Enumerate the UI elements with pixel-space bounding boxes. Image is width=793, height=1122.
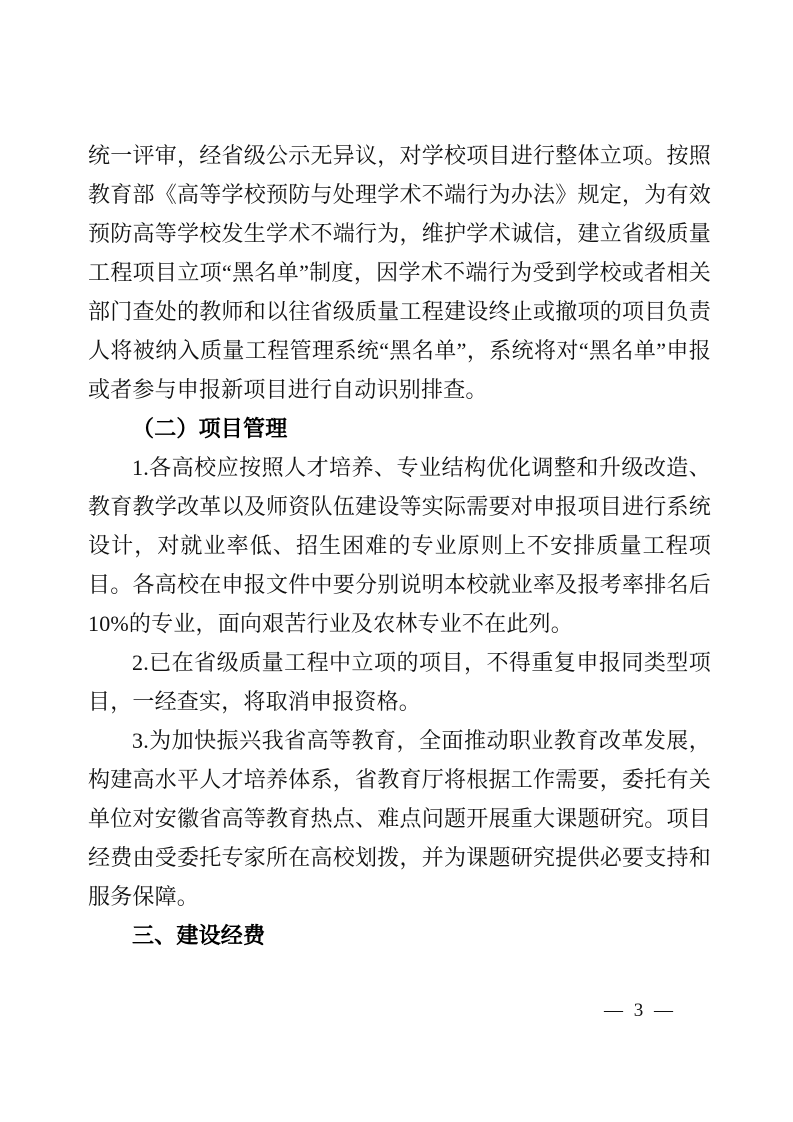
section-heading-project-management: （二）项目管理: [132, 416, 288, 441]
paragraph-item-1-project-design: 1.各高校应按照人才培养、专业结构优化调整和升级改造、教育教学改革以及师资队伍建设等实际需要对申报项目进行系统设计，对就业率低、招生困难的专业原则上不安排质量工程项目。各高校在申报文件中要分别说明本校就业率及报考率排名后 10%的专业，面向艰苦行业及农林专业不在此列。: [88, 455, 711, 636]
page-number: — 3 —: [604, 1000, 676, 1021]
paragraph-blacklist-policy: 统一评审，经省级公示无异议，对学校项目进行整体立项。按照教育部《高等学校预防与处理学术不端行为办法》规定，为有效预防高等学校发生学术不端行为，维护学术诚信，建立省级质量工程项目立项“黑名单”制度，因学术不端行为受到学校或者相关部门查处的教师和以往省级质量工程建设终止或撤项的项目负责人将被纳入质量工程管理系统“黑名单”，系统将对“黑名单”申报或者参与申报新项目进行自动识别排查。: [88, 143, 711, 402]
document-body: [88, 136, 711, 955]
paragraph-item-3-key-research-topics: 3.为加快振兴我省高等教育，全面推动职业教育改革发展，构建高水平人才培养体系，省教育厅将根据工作需要，委托有关单位对安徽省高等教育热点、难点问题开展重大课题研究。项目经费由受委托专家所在高校划拨，并为课题研究提供必要支持和服务保障。: [88, 728, 711, 909]
section-heading-construction-funds: 三、建设经费: [132, 923, 266, 948]
paragraph-item-2-no-duplicate-application: 2.已在省级质量工程中立项的项目，不得重复申报同类型项目，一经查实，将取消申报资格。: [88, 650, 711, 714]
